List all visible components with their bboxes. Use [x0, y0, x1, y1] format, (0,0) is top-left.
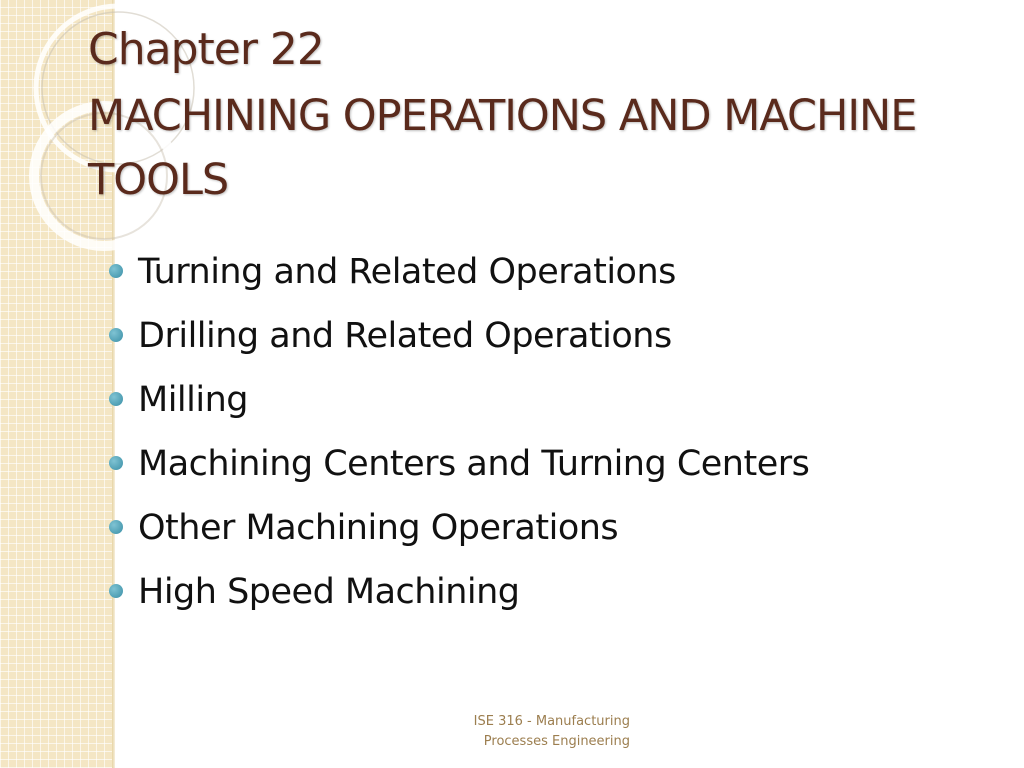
list-item-text: Drilling and Related Operations [138, 316, 672, 356]
slide-footer [430, 712, 630, 752]
chapter-heading: MACHINING OPERATIONS AND MACHINE TOOLS [88, 91, 917, 205]
list-item [104, 240, 809, 304]
bullet-icon [109, 328, 123, 342]
bullet-icon [109, 520, 123, 534]
topic-list [104, 240, 809, 624]
list-item-text: High Speed Machining [138, 572, 520, 612]
list-item [104, 304, 809, 368]
bullet-icon [109, 456, 123, 470]
slide-title [88, 22, 988, 212]
list-item-text: Milling [138, 380, 248, 420]
list-item-text: Turning and Related Operations [138, 252, 676, 292]
list-item-text: Machining Centers and Turning Centers [138, 444, 810, 484]
bullet-icon [109, 392, 123, 406]
bullet-icon [109, 264, 123, 278]
footer-line-1: ISE 316 - Manufacturing [473, 714, 630, 729]
list-item [104, 560, 809, 624]
chapter-label: Chapter 22 [88, 24, 324, 75]
footer-line-2: Processes Engineering [483, 734, 630, 749]
bullet-icon [109, 584, 123, 598]
list-item [104, 432, 809, 496]
list-item [104, 368, 809, 432]
list-item-text: Other Machining Operations [138, 508, 619, 548]
list-item [104, 496, 809, 560]
